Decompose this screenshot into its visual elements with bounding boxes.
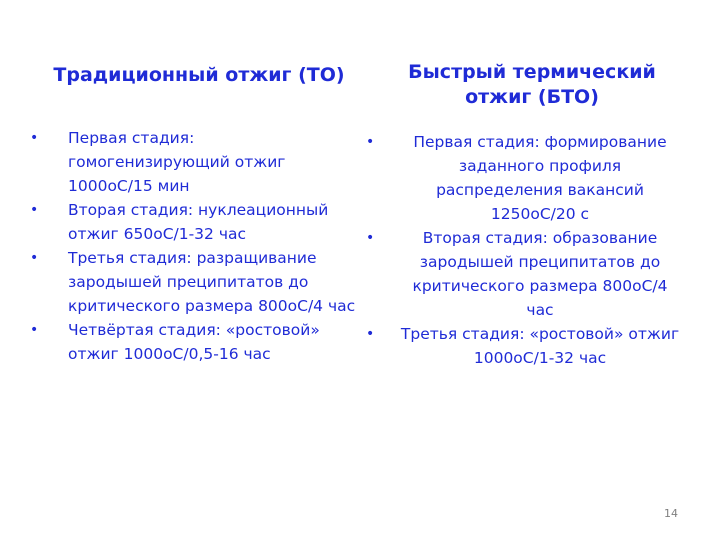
list-item-text: Четвёртая стадия: «ростовой» отжиг 1000oC/0,5-16 час: [68, 321, 320, 363]
list-item-text: Третья стадия: «ростовой» отжиг 1000oC/1-32 час: [400, 325, 680, 367]
list-item-text: Первая стадия: гомогенизирующий отжиг 1000oC/15 мин: [68, 129, 286, 195]
bullet-icon: •: [30, 322, 39, 338]
list-item-text: Вторая стадия: образование зародышей преципитатов до критического размера 800oC/4 час: [412, 229, 668, 319]
left-column-title: Традиционный отжиг (ТО): [53, 64, 345, 86]
list-item: [366, 322, 680, 370]
list-item-text: Вторая стадия: нуклеационный отжиг 650oC/1-32 час: [68, 201, 329, 243]
list-item: [30, 318, 358, 366]
left-stage-list: [30, 126, 358, 366]
bullet-icon: •: [30, 130, 39, 146]
right-stage-list: [366, 130, 680, 370]
page-number: 14: [664, 507, 678, 520]
list-item-text: Третья стадия: разращивание зародышей преципитатов до критического размера 800oC/4 час: [68, 249, 356, 315]
list-item: [30, 126, 358, 198]
list-item: [366, 226, 680, 322]
list-item-text: Первая стадия: формирование заданного профиля распределения вакансий 1250oC/20 с: [413, 133, 667, 223]
list-item: [366, 130, 680, 226]
right-column-title: Быстрый термический отжиг (БТО): [408, 61, 656, 108]
bullet-icon: •: [366, 230, 375, 246]
bullet-icon: •: [366, 326, 375, 342]
list-item: [30, 246, 358, 318]
bullet-icon: •: [366, 134, 375, 150]
bullet-icon: •: [30, 202, 39, 218]
bullet-icon: •: [30, 250, 39, 266]
list-item: [30, 198, 358, 246]
